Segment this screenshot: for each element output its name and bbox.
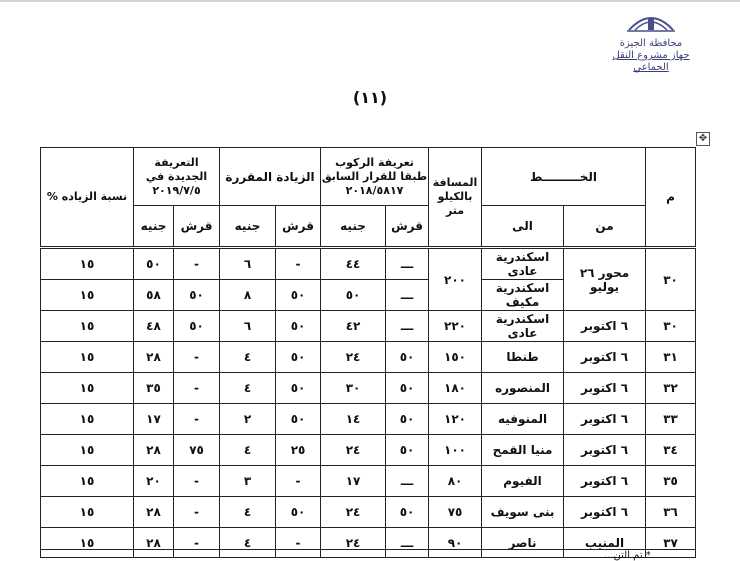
cell-to: منيا القمح	[482, 435, 564, 466]
table-row	[41, 373, 696, 404]
cell-inc-piaster: ٥٠	[276, 373, 321, 404]
cell-old-piaster: ـــ	[386, 311, 429, 342]
header-new-pound: جنيه	[134, 206, 174, 248]
header-distance: المسافة بالكيلو متر	[429, 148, 482, 248]
cell-from: ٦ اكتوبر	[564, 497, 646, 528]
cell-num: ٣٧	[646, 528, 696, 558]
cell-new-piaster: -	[174, 528, 220, 558]
cell-num: ٣٣	[646, 404, 696, 435]
cell-inc-piaster: ٥٠	[276, 280, 321, 311]
cell-from: المنيب	[564, 528, 646, 558]
cell-old-piaster: ٥٠	[386, 404, 429, 435]
table-row	[41, 528, 696, 558]
header-new-piaster: قرش	[174, 206, 220, 248]
cell-distance: ١٨٠	[429, 373, 482, 404]
cell-new-pound: ٤٨	[134, 311, 174, 342]
cell-to: اسكندرية مكيف	[482, 280, 564, 311]
cell-num: ٣٦	[646, 497, 696, 528]
cell-inc-pound: ٤	[220, 528, 276, 558]
footer-note: * تم التن...	[604, 550, 651, 561]
cell-new-piaster: -	[174, 373, 220, 404]
cell-inc-pound: ٨	[220, 280, 276, 311]
table-row	[41, 404, 696, 435]
cell-distance: ٢٠٠	[429, 248, 482, 311]
cell-percent: ١٥	[41, 497, 134, 528]
cell-to: المنوفيه	[482, 404, 564, 435]
header-old-tariff: تعريفة الركوب طبقا للقرار السابق ٢٠١٨/٥٨١٧	[321, 148, 429, 206]
cell-from: ٦ اكتوبر	[564, 373, 646, 404]
cell-inc-piaster: -	[276, 248, 321, 280]
table-row	[41, 497, 696, 528]
table-move-handle-icon[interactable]: ✥	[696, 132, 710, 146]
cell-inc-piaster: ٥٠	[276, 311, 321, 342]
cell-inc-pound: ٦	[220, 311, 276, 342]
cell-distance: ١٠٠	[429, 435, 482, 466]
cell-distance: ٩٠	[429, 528, 482, 558]
cell-num: ٣٤	[646, 435, 696, 466]
header-to: الى	[482, 206, 564, 248]
cell-from: ٦ اكتوبر	[564, 311, 646, 342]
cell-new-pound: ١٧	[134, 404, 174, 435]
cell-old-piaster: ـــ	[386, 528, 429, 558]
cell-distance: ١٥٠	[429, 342, 482, 373]
header-increase: الزيادة المقررة	[220, 148, 321, 206]
cell-new-piaster: -	[174, 342, 220, 373]
cell-num: ٣٢	[646, 373, 696, 404]
cell-to: طنطا	[482, 342, 564, 373]
cell-from: محور ٢٦ يوليو	[564, 248, 646, 311]
cell-new-piaster: -	[174, 404, 220, 435]
cell-new-pound: ٢٨	[134, 497, 174, 528]
cell-new-piaster: -	[174, 466, 220, 497]
bottom-rule	[40, 549, 695, 550]
cell-old-piaster: ـــ	[386, 248, 429, 280]
cell-percent: ١٥	[41, 342, 134, 373]
top-rule	[0, 0, 740, 2]
cell-percent: ١٥	[41, 404, 134, 435]
cell-to: اسكندرية عادى	[482, 311, 564, 342]
header-inc-pound: جنيه	[220, 206, 276, 248]
cell-to: بنى سويف	[482, 497, 564, 528]
cell-distance: ١٢٠	[429, 404, 482, 435]
cell-inc-pound: ٤	[220, 373, 276, 404]
header-from: من	[564, 206, 646, 248]
header-new-tariff: التعريفة الجديدة في ٢٠١٩/٧/٥	[134, 148, 220, 206]
cell-percent: ١٥	[41, 466, 134, 497]
cell-percent: ١٥	[41, 280, 134, 311]
cell-from: ٦ اكتوبر	[564, 342, 646, 373]
cell-inc-piaster: ٥٠	[276, 404, 321, 435]
table-row	[41, 342, 696, 373]
tariff-table	[40, 147, 696, 558]
cell-num: ٣٥	[646, 466, 696, 497]
org-department: جهاز مشروع النقل الجماعي	[612, 50, 690, 73]
cell-distance: ٢٢٠	[429, 311, 482, 342]
cell-distance: ٨٠	[429, 466, 482, 497]
cell-old-piaster: ٥٠	[386, 373, 429, 404]
cell-from: ٦ اكتوبر	[564, 435, 646, 466]
cell-new-piaster: -	[174, 248, 220, 280]
cell-old-piaster: ٥٠	[386, 342, 429, 373]
cell-old-pound: ٢٤	[321, 342, 386, 373]
header-old-piaster: قرش	[386, 206, 429, 248]
cell-inc-piaster: ٢٥	[276, 435, 321, 466]
cell-percent: ١٥	[41, 528, 134, 558]
cell-inc-piaster: ٥٠	[276, 497, 321, 528]
org-name: محافظة الجيزة	[619, 38, 683, 49]
cell-inc-piaster: -	[276, 528, 321, 558]
header-old-pound: جنيه	[321, 206, 386, 248]
cell-new-pound: ٥٠	[134, 248, 174, 280]
cell-old-pound: ٥٠	[321, 280, 386, 311]
page-number: (١١)	[352, 88, 388, 107]
cell-old-piaster: ٥٠	[386, 497, 429, 528]
cell-inc-pound: ٦	[220, 248, 276, 280]
cell-old-piaster: ٥٠	[386, 435, 429, 466]
org-logo-icon	[621, 8, 681, 34]
header-inc-piaster: قرش	[276, 206, 321, 248]
org-header	[596, 8, 706, 74]
cell-percent: ١٥	[41, 373, 134, 404]
cell-new-piaster: ٧٥	[174, 435, 220, 466]
cell-old-pound: ٢٤	[321, 528, 386, 558]
cell-old-piaster: ـــ	[386, 466, 429, 497]
cell-inc-piaster: ٥٠	[276, 342, 321, 373]
cell-num: ٣٠	[646, 248, 696, 311]
cell-new-piaster: -	[174, 497, 220, 528]
table-row	[41, 466, 696, 497]
cell-from: ٦ اكتوبر	[564, 466, 646, 497]
cell-new-piaster: ٥٠	[174, 311, 220, 342]
cell-new-pound: ٢٨	[134, 435, 174, 466]
cell-to: اسكندرية عادى	[482, 248, 564, 280]
cell-from: ٦ اكتوبر	[564, 404, 646, 435]
cell-inc-pound: ٣	[220, 466, 276, 497]
cell-inc-pound: ٤	[220, 497, 276, 528]
cell-old-pound: ٢٤	[321, 435, 386, 466]
table-row	[41, 248, 696, 280]
cell-percent: ١٥	[41, 435, 134, 466]
cell-new-pound: ٣٥	[134, 373, 174, 404]
cell-new-pound: ٥٨	[134, 280, 174, 311]
cell-percent: ١٥	[41, 248, 134, 280]
header-line: الخـــــــــط	[482, 148, 646, 206]
cell-new-pound: ٢٠	[134, 466, 174, 497]
cell-inc-piaster: -	[276, 466, 321, 497]
cell-old-piaster: ـــ	[386, 280, 429, 311]
cell-inc-pound: ٤	[220, 435, 276, 466]
cell-percent: ١٥	[41, 311, 134, 342]
cell-num: ٣٠	[646, 311, 696, 342]
cell-old-pound: ٤٤	[321, 248, 386, 280]
cell-new-pound: ٢٨	[134, 528, 174, 558]
cell-old-pound: ٣٠	[321, 373, 386, 404]
table-row	[41, 311, 696, 342]
header-num: م	[646, 148, 696, 248]
cell-num: ٣١	[646, 342, 696, 373]
cell-old-pound: ٢٤	[321, 497, 386, 528]
cell-to: الفيوم	[482, 466, 564, 497]
cell-inc-pound: ٤	[220, 342, 276, 373]
cell-old-pound: ١٧	[321, 466, 386, 497]
cell-old-pound: ١٤	[321, 404, 386, 435]
cell-to: المنصوره	[482, 373, 564, 404]
cell-inc-pound: ٢	[220, 404, 276, 435]
table-row	[41, 435, 696, 466]
cell-new-piaster: ٥٠	[174, 280, 220, 311]
cell-old-pound: ٤٢	[321, 311, 386, 342]
cell-to: ناصر	[482, 528, 564, 558]
header-percent: نسبة الزياده %	[41, 148, 134, 248]
cell-distance: ٧٥	[429, 497, 482, 528]
cell-new-pound: ٢٨	[134, 342, 174, 373]
